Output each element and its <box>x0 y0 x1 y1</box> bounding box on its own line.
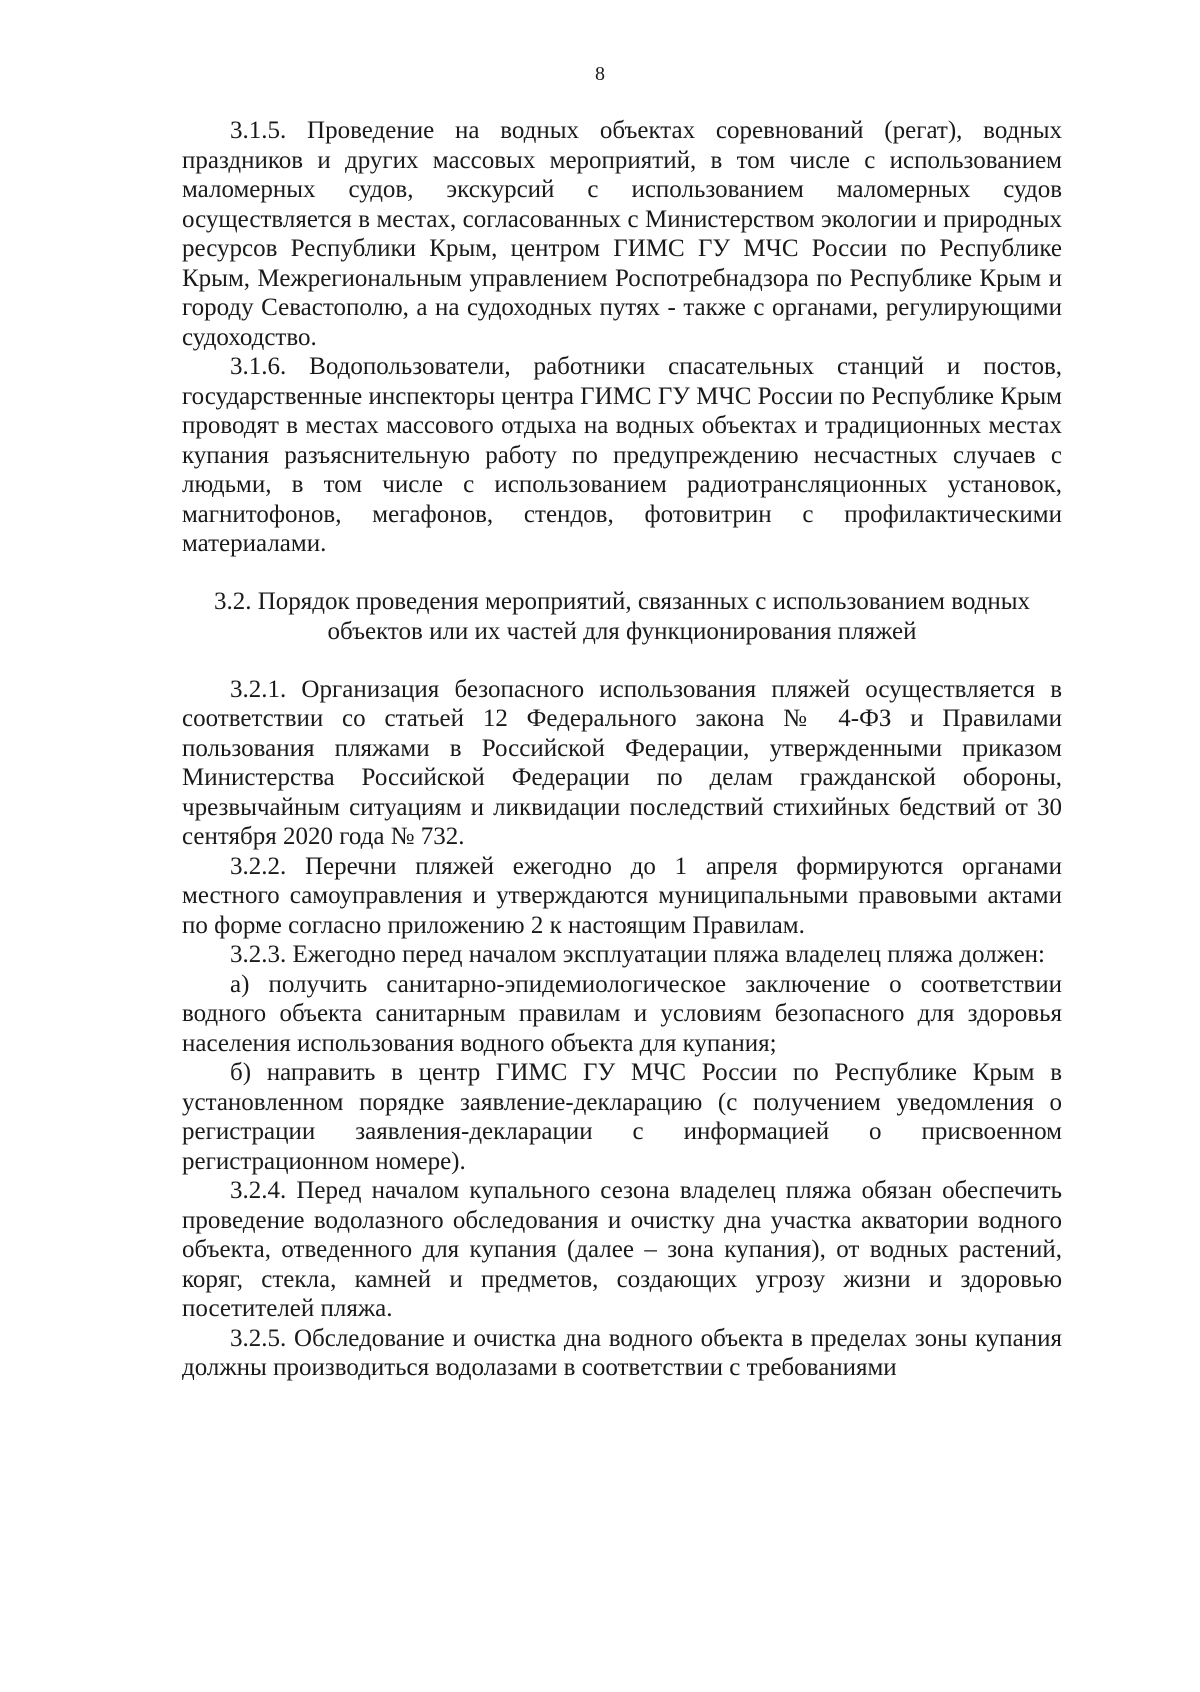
paragraph-3-1-6: 3.1.6. Водопользователи, работники спасательных станций и постов, государственные инспекторы центра ГИМС ГУ МЧС России по Республике Крым проводят в местах массового отдыха на водных объектах и традиционных местах купания разъяснительную работу по предупреждению несчастных случаев с людьми, в том числе с использованием радиотрансляционных установок, магнитофонов, мегафонов, стендов, фотовитрин с профилактическими материалами. <box>182 353 1062 557</box>
paragraph-3-1-5: 3.1.5. Проведение на водных объектах соревнований (регат), водных праздников и других массовых мероприятий, в том числе с использованием маломерных судов, экскурсий с использованием маломерных судов осуществляется в местах, согласованных с Министерством экологии и природных ресурсов Республики Крым, центром ГИМС ГУ МЧС России по Республике Крым, Межрегиональным управлением Роспотребнадзора по Республике Крым и городу Севастополю, а на судоходных путях - также с органами, регулирующими судоходство. <box>182 117 1062 351</box>
document-body <box>182 116 1062 1383</box>
section-heading-3-2: 3.2. Порядок проведения мероприятий, связанных с использованием водных объектов или их частей для функционирования пляжей <box>213 587 1031 645</box>
paragraph-3-2-3-a: а) получить санитарно-эпидемиологическое заключение о соответствии водного объекта санитарным правилам и условиям безопасного для здоровья населения использования водного объекта для купания; <box>182 970 1062 1057</box>
paragraph-3-2-4: 3.2.4. Перед началом купального сезона владелец пляжа обязан обеспечить проведение водолазного обследования и очистку дна участка акватории водного объекта, отведенного для купания (далее – зона купания), от водных растений, коряг, стекла, камней и предметов, создающих угрозу жизни и здоровью посетителей пляжа. <box>182 1177 1062 1322</box>
paragraph-3-2-3: 3.2.3. Ежегодно перед началом эксплуатации пляжа владелец пляжа должен: <box>230 941 1045 968</box>
paragraph-3-2-2: 3.2.2. Перечни пляжей ежегодно до 1 апреля формируются органами местного самоуправления и утверждаются муниципальными правовыми актами по форме согласно приложению 2 к настоящим Правилам. <box>182 852 1062 939</box>
page-number: 8 <box>595 63 605 85</box>
paragraph-3-2-1: 3.2.1. Организация безопасного использования пляжей осуществляется в соответствии со статьей 12 Федерального закона № 4-ФЗ и Правилами пользования пляжами в Российской Федерации, утвержденными приказом Министерства Российской Федерации по делам гражданской обороны, чрезвычайным ситуациям и ликвидации последствий стихийных бедствий от 30 сентября 2020 года № 732. <box>182 675 1062 850</box>
paragraph-3-2-5: 3.2.5. Обследование и очистка дна водного объекта в пределах зоны купания должны производиться водолазами в соответствии с требованиями <box>182 1324 1062 1381</box>
paragraph-3-2-3-b: б) направить в центр ГИМС ГУ МЧС России по Республике Крым в установленном порядке заявление-декларацию (с получением уведомления о регистрации заявления-декларации с информацией о присвоенном регистрационном номере). <box>182 1059 1062 1175</box>
